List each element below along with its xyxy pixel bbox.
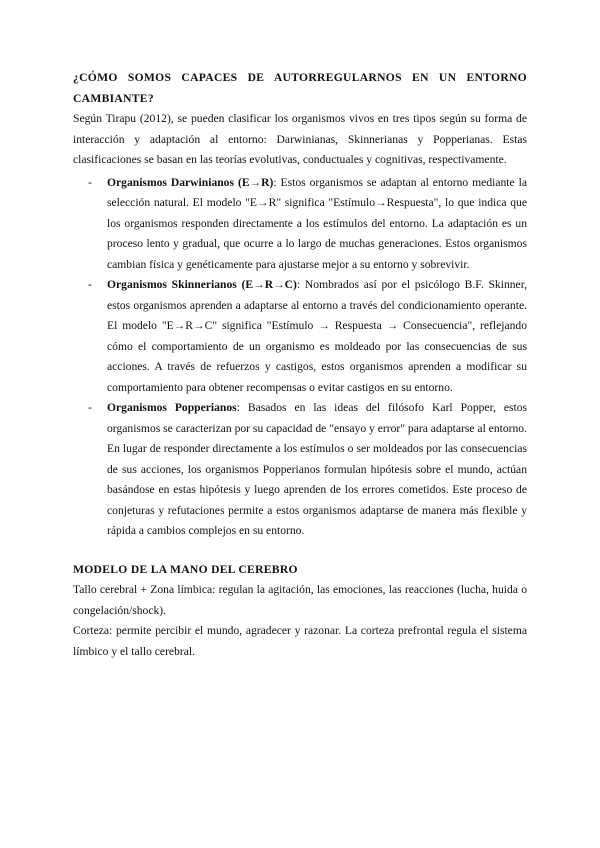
- term-darwinianos: Organismos Darwinianos (E→R): [107, 175, 274, 189]
- paragraph-corteza: Corteza: permite percibir el mundo, agradecer y razonar. La corteza prefrontal regula el sistema límbico y el tallo cerebral.: [73, 624, 527, 658]
- organism-types-list: [73, 173, 527, 542]
- section-title-autorregulacion: ¿CÓMO SOMOS CAPACES DE AUTORREGULARNOS EN UN ENTORNO CAMBIANTE?: [73, 71, 527, 105]
- list-item-popperianos: [88, 398, 528, 542]
- description-darwinianos: : Estos organismos se adaptan al entorno mediante la selección natural. El modelo "E→R" significa "Estímulo→Respuesta", lo que indica que los organismos responden directamente a los estímulos del entorno. La adaptación es un proceso lento y gradual, que ocurre a lo largo de muchas generaciones. Estos organismos cambian física y genéticamente para ajustarse mejor a su entorno y sobrevivir.: [107, 175, 527, 271]
- list-bullet: -: [88, 401, 92, 414]
- description-skinnerianos: : Nombrados así por el psicólogo B.F. Skinner, estos organismos aprenden a adaptarse al entorno a través del condicionamiento operante. El modelo "E→R→C" significa "Estímulo → Respuesta → Consecuencia", reflejando cómo el comportamiento de un organismo es moldeado por las consecuencias de sus acciones. A través de refuerzos y castigos, estos organismos aprenden a modificar su comportamiento para obtener recompensas o evitar castigos en su entorno.: [107, 278, 527, 394]
- description-popperianos: : Basados en las ideas del filósofo Karl Popper, estos organismos se caracterizan por su capacidad de "ensayo y error" para adaptarse al entorno. En lugar de responder directamente a los estímulos o ser moldeados por las consecuencias de sus acciones, los organismos Popperianos formulan hipótesis sobre el mundo, actúan basándose en estas hipótesis y luego aprenden de los errores cometidos. Este proceso de conjeturas y refutaciones permite a estos organismos adaptarse de manera más flexible y rápida a cambios complejos en su entorno.: [107, 401, 528, 537]
- section-title-mano-cerebro: MODELO DE LA MANO DEL CEREBRO: [73, 562, 298, 576]
- list-item-skinnerianos: [88, 275, 527, 398]
- term-popperianos: Organismos Popperianos: [107, 401, 237, 414]
- paragraph-tallo-cerebral: Tallo cerebral + Zona límbica: regulan la agitación, las emociones, las reacciones (lucha, huida o congelación/shock).: [73, 583, 527, 617]
- list-bullet: -: [88, 278, 92, 291]
- term-skinnerianos: Organismos Skinnerianos (E→R→C): [107, 278, 297, 291]
- list-bullet: -: [88, 175, 92, 189]
- intro-paragraph: Según Tirapu (2012), se pueden clasificar los organismos vivos en tres tipos según su forma de interacción y adaptación al entorno: Darwinianas, Skinnerianas y Popperianas. Estas clasificaciones se basan en las teorías evolutivas, conductuales y cognitivas, respectivamente.: [73, 112, 527, 166]
- list-item-darwinianos: [88, 173, 527, 276]
